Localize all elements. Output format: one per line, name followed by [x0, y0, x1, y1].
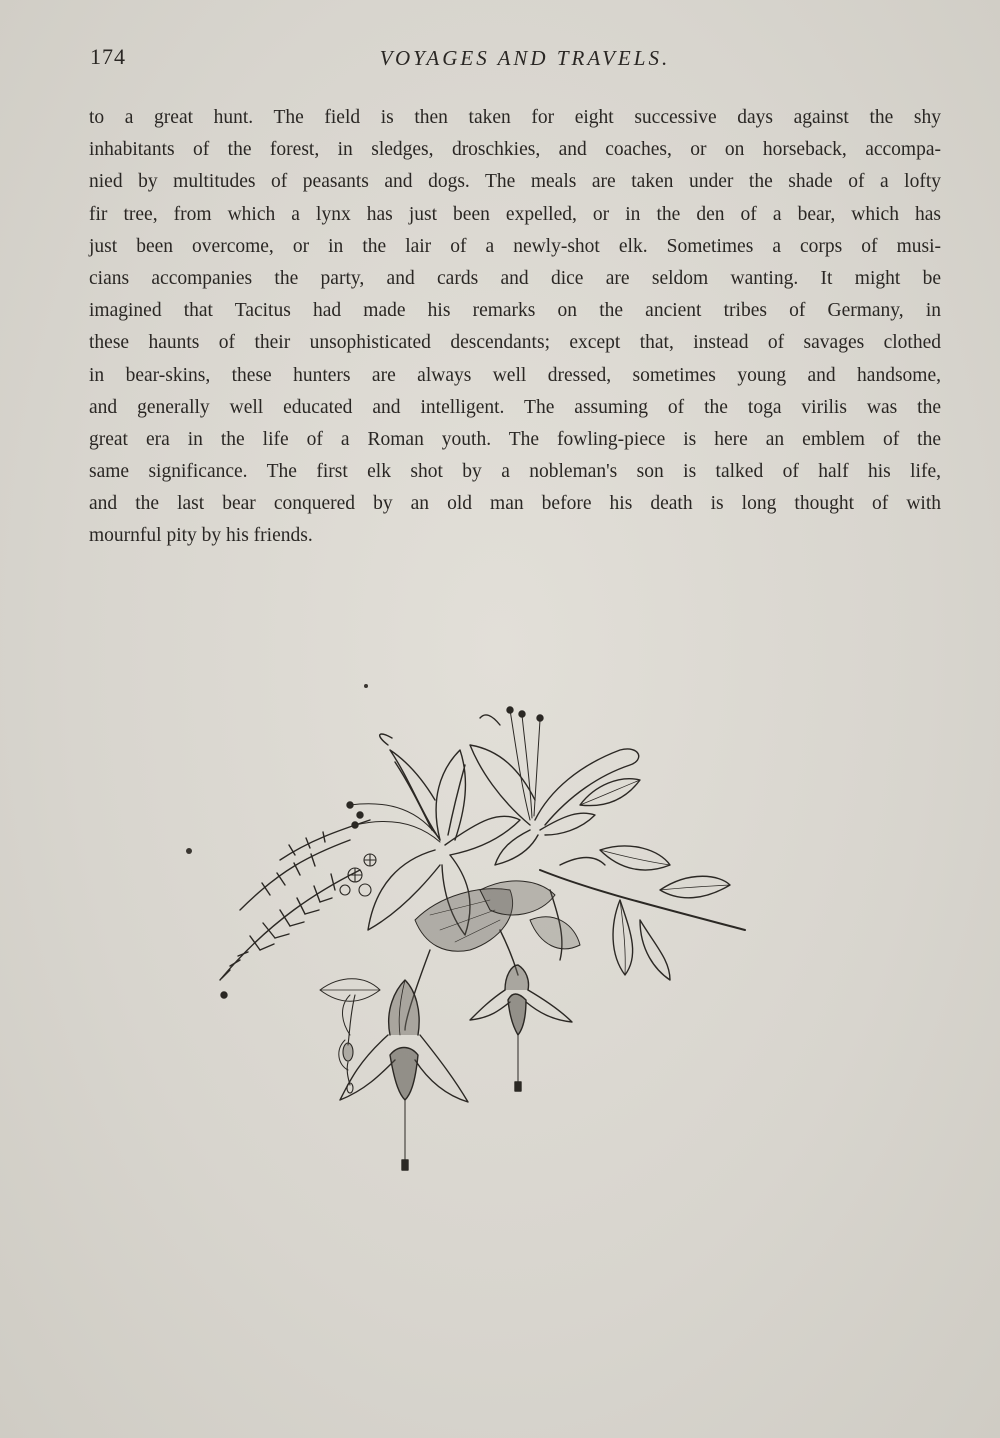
lily-flower-right — [470, 707, 639, 865]
text-line: to a great hunt. The field is then taken for eight successive days against the shy — [89, 107, 941, 128]
flower-bouquet-illustration — [200, 690, 770, 1190]
running-title: VOYAGES AND TRAVELS. — [379, 46, 671, 70]
ink-speck — [186, 848, 192, 854]
text-line: great era in the life of a Roman youth. The fowling-piece is here an emblem of the — [89, 428, 941, 450]
central-foliage — [320, 881, 580, 1070]
star-flower-cluster — [340, 854, 376, 896]
fuchsia-buds — [343, 995, 355, 1093]
text-line: and generally well educated and intelligent. The assuming of the toga virilis was the — [89, 396, 941, 418]
text-line: same significance. The first elk shot by a nobleman's son is talked of half his life, — [89, 461, 941, 483]
body-paragraph — [89, 102, 941, 553]
fuchsia-flower-left — [340, 950, 468, 1170]
fuchsia-flower-right — [470, 930, 572, 1091]
feathery-spray — [220, 820, 370, 998]
text-line: and the last bear conquered by an old man before his death is long thought of with — [89, 493, 941, 515]
text-line: in bear-skins, these hunters are always well dressed, sometimes young and handsome, — [89, 364, 941, 386]
text-line: imagined that Tacitus had made his remarks on the ancient tribes of Germany, in — [89, 300, 941, 322]
text-line: inhabitants of the forest, in sledges, droschkies, and coaches, or on horseback, accompa- — [89, 139, 941, 161]
text-line: these haunts of their unsophisticated descendants; except that, instead of savages clothed — [89, 332, 941, 354]
text-line: mournful pity by his friends. — [89, 525, 313, 547]
page-number: 174 — [90, 44, 126, 69]
ink-speck — [364, 684, 368, 688]
leafy-branch — [540, 779, 745, 980]
text-line: cians accompanies the party, and cards and dice are seldom wanting. It might be — [89, 267, 941, 289]
text-line: fir tree, from which a lynx has just been expelled, or in the den of a bear, which has — [89, 203, 941, 225]
text-line: nied by multitudes of peasants and dogs. The meals are taken under the shade of a lofty — [89, 171, 941, 193]
text-line: just been overcome, or in the lair of a newly-shot elk. Sometimes a corps of musi- — [89, 235, 941, 257]
